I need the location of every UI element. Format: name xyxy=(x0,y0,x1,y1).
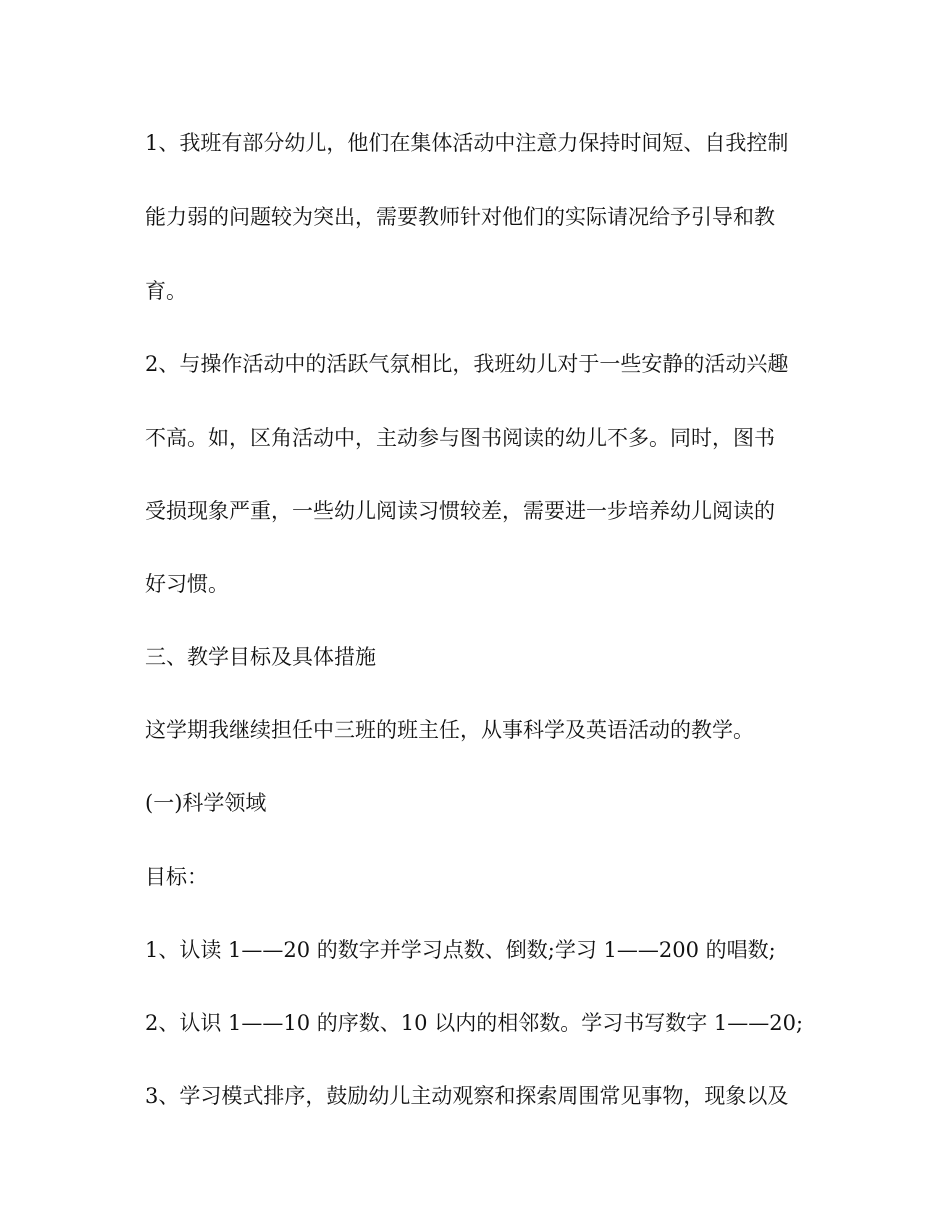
paragraph-line-1: 1、我班有部分幼儿，他们在集体活动中注意力保持时间短、自我控制 xyxy=(145,131,789,155)
subsection-heading: (一)科学领域 xyxy=(145,791,267,815)
goal-item-3: 3、学习模式排序，鼓励幼儿主动观察和探索周围常见事物，现象以及 xyxy=(145,1084,789,1108)
paragraph-line-6: 受损现象严重，一些幼儿阅读习惯较差，需要进一步培养幼儿阅读的 xyxy=(145,499,775,523)
paragraph-line-5: 不高。如，区角活动中，主动参与图书阅读的幼儿不多。同时，图书 xyxy=(145,426,775,450)
paragraph-line-7: 好习惯。 xyxy=(145,572,229,596)
section-heading: 三、教学目标及具体措施 xyxy=(145,645,376,669)
goal-item-1: 1、认读 1——20 的数字并学习点数、倒数;学习 1——200 的唱数; xyxy=(145,938,776,962)
paragraph-line-2: 能力弱的问题较为突出，需要教师针对他们的实际请况给予引导和教 xyxy=(145,205,775,229)
goal-item-2: 2、认识 1——10 的序数、10 以内的相邻数。学习书写数字 1——20; xyxy=(145,1011,804,1035)
paragraph-line-9: 这学期我继续担任中三班的班主任，从事科学及英语活动的教学。 xyxy=(145,718,754,742)
paragraph-line-3: 育。 xyxy=(145,279,187,303)
paragraph-line-4: 2、与操作活动中的活跃气氛相比，我班幼儿对于一些安静的活动兴趣 xyxy=(145,352,789,376)
goals-label: 目标： xyxy=(145,865,208,889)
